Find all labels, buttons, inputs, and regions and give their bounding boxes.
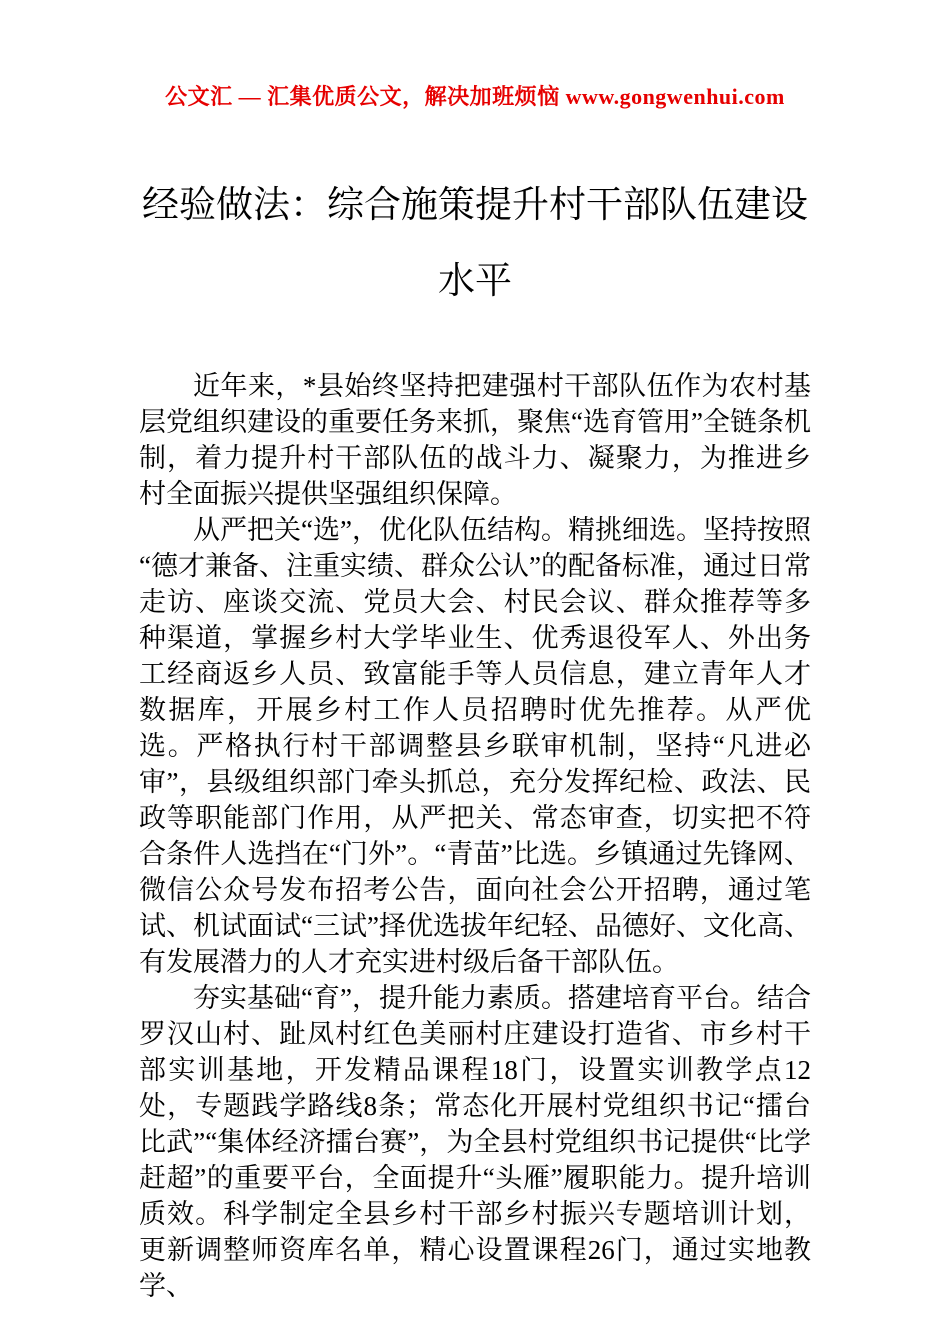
document-title: 经验做法：综合施策提升村干部队伍建设水平 (142, 185, 808, 303)
document-body (139, 368, 811, 1304)
paragraph: 从严把关“选”，优化队伍结构。精挑细选。坚持按照“德才兼备、注重实绩、群众公认”的配备标准，通过日常走访、座谈交流、党员大会、村民会议、群众推荐等多种渠道，掌握乡村大学毕业生、优秀退役军人、外出务工经商返乡人员、致富能手等人员信息，建立青年人才数据库，开展乡村工作人员招聘时优先推荐。从严优选。严格执行村干部调整县乡联审机制，坚持“凡进必审”，县级组织部门牵头抓总，充分发挥纪检、政法、民政等职能部门作用，从严把关、常态审查，切实把不符合条件人选挡在“门外”。“青苗”比选。乡镇通过先锋网、微信公众号发布招考公告，面向社会公开招聘，通过笔试、机试面试“三试”择优选拔年纪轻、品德好、文化高、有发展潜力的人才充实进村级后备干部队伍。 (139, 515, 811, 978)
paragraph: 夯实基础“育”，提升能力素质。搭建培育平台。结合罗汉山村、趾凤村红色美丽村庄建设打造省、市乡村干部实训基地，开发精品课程18门，设置实训教学点12处，专题践学路线8条；常态化开展村党组织书记“擂台比武”“集体经济擂台赛”，为全县村党组织书记提供“比学赶超”的重要平台，全面提升“头雁”履职能力。提升培训质效。科学制定全县乡村干部乡村振兴专题培训计划，更新调整师资库名单，精心设置课程26门，通过实地教学、 (139, 983, 811, 1302)
paragraph: 近年来，*县始终坚持把建强村干部队伍作为农村基层党组织建设的重要任务来抓，聚焦“选育管用”全链条机制，着力提升村干部队伍的战斗力、凝聚力，为推进乡村全面振兴提供坚强组织保障。 (139, 371, 811, 510)
site-banner: 公文汇 — 汇集优质公文，解决加班烦恼 www.gongwenhui.com (165, 84, 785, 109)
